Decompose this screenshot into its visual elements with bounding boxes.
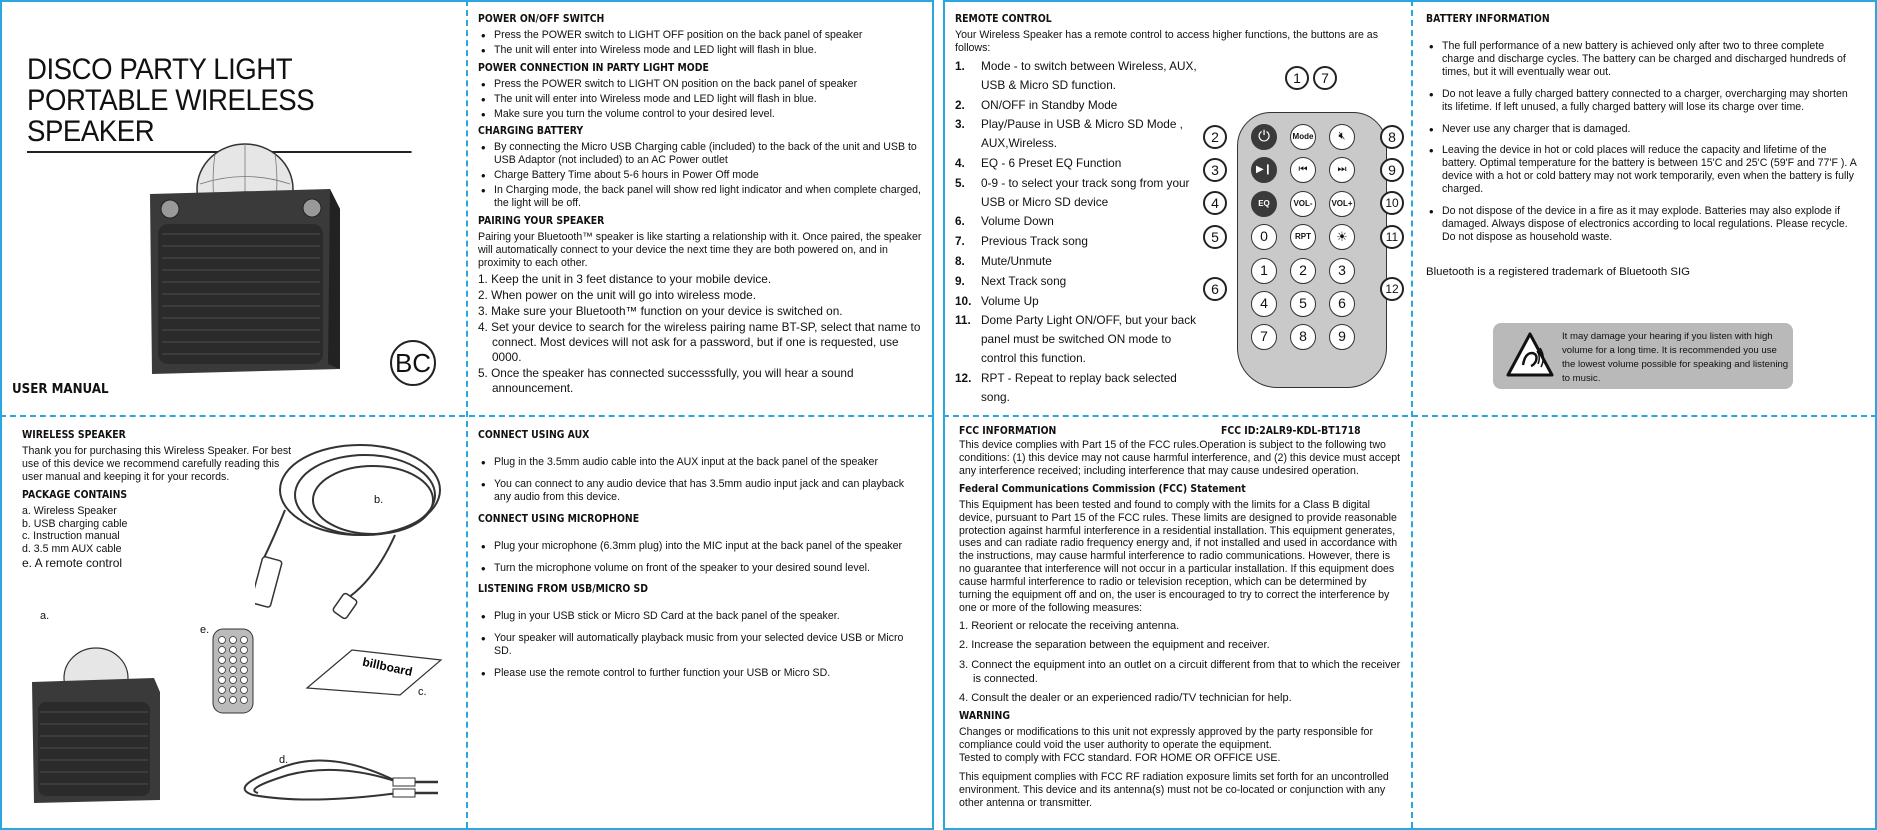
- list-item: 5. 0-9 - to select your track song from your USB or Micro SD device: [955, 175, 1190, 209]
- play-pause-key: ▶❙: [1251, 157, 1277, 183]
- list-item: • Press the POWER switch to LIGHT ON position on the back panel of speaker: [478, 78, 926, 91]
- fcc-heading: FCC INFORMATION: [959, 425, 1057, 437]
- next-key: ⏭: [1329, 157, 1355, 183]
- list-item: • Do not dispose of the device in a fire as it may explode. Batteries may also explode if damaged. Always dispose of electronics according to local regulations. Please recycle. Do not dispose as household waste.: [1426, 205, 1858, 244]
- label-d: d.: [279, 754, 289, 766]
- battery-heading: BATTERY INFORMATION: [1426, 13, 1550, 25]
- list-item: • Please use the remote control to further function your USB or Micro SD.: [478, 667, 923, 680]
- cover-title-line2: PORTABLE WIRELESS SPEAKER: [27, 84, 315, 148]
- label-e: e.: [200, 624, 210, 636]
- list-item: 4. EQ - 6 Preset EQ Function: [955, 155, 1122, 170]
- callout-badge: 9: [1380, 158, 1404, 182]
- list-item: • By connecting the Micro USB Charging cable (included) to the back of the unit and USB to USB Adaptor (not included) to an AC Power outlet: [478, 141, 926, 167]
- digit-key-2: 2: [1290, 258, 1316, 284]
- list-item: • The full performance of a new battery is achieved only after two to three complete charge and discharge cycles. The battery can be charged and discharged hundreds of times, but it will eventually wear out.: [1426, 40, 1858, 79]
- label-b: b.: [374, 494, 384, 506]
- remote-panel: [955, 8, 1405, 57]
- bluetooth-trademark: Bluetooth is a registered trademark of Bluetooth SIG: [1426, 265, 1691, 278]
- list-item: 2. When power on the unit will go into wireless mode.: [478, 287, 757, 302]
- list-item: 10. Volume Up: [955, 293, 1039, 308]
- eq-key: EQ: [1251, 191, 1277, 217]
- list-item: 1. Mode - to switch between Wireless, AUX, USB & Micro SD function.: [955, 59, 1197, 92]
- hearing-warning-box: [1493, 323, 1793, 389]
- list-item: 5. Once the speaker has connected successsfully, you will hear a sound announcement.: [478, 366, 854, 396]
- booklet-brand-text: billboard: [361, 654, 414, 679]
- previous-key: ⏮: [1290, 157, 1316, 183]
- list-item: 2. Increase the separation between the equipment and receiver.: [959, 639, 1270, 652]
- aux-heading: CONNECT USING AUX: [478, 429, 590, 441]
- usb-cable-illustration: [255, 440, 455, 620]
- mode-key: Mode: [1290, 124, 1316, 150]
- hearing-warning-text: It may damage your hearing if you listen with high volume for a long time. It is recommended you use the lowest volume possible for speaking and listening to music.: [1562, 331, 1789, 384]
- list-item: 3. Make sure your Bluetooth™ function on your device is switched on.: [478, 303, 843, 318]
- list-item: 3. Play/Pause in USB & Micro SD Mode , AUX,Wireless.: [955, 117, 1183, 151]
- list-item: • The unit will enter into Wireless mode and LED light will flash in blue.: [478, 44, 926, 57]
- warning-heading: WARNING: [959, 710, 1010, 723]
- list-item: a. Wireless Speaker: [22, 504, 117, 517]
- list-item: c. Instruction manual: [22, 530, 120, 543]
- list-item: 4. Set your device to search for the wireless pairing name BT-SP, select that name to connect. Most devices will not ask for a password, but if one is requested, use 0000.: [478, 319, 921, 365]
- fold-line-2: [1411, 0, 1413, 828]
- callout-badge: 12: [1380, 277, 1404, 301]
- power-key: ⏻: [1251, 124, 1277, 150]
- warning-text: Tested to comply with FCC standard. FOR HOME OR OFFICE USE.: [959, 752, 1281, 765]
- user-manual-label: USER MANUAL: [12, 381, 109, 397]
- warning-text: This equipment complies with FCC RF radiation exposure limits set forth for an uncontrolled environment. This device and its antenna(s) must not be co-located or conjunction with any other antenna or transmitter.: [959, 771, 1389, 809]
- fcc-panel: [959, 420, 1401, 812]
- list-item: e. A remote control: [22, 556, 123, 571]
- list-item: 12. RPT - Repeat to replay back selected song.: [955, 370, 1177, 404]
- fcc-id: FCC ID:2ALR9-KDL-BT1718: [1221, 425, 1361, 437]
- speaker-small-illustration: [26, 640, 166, 805]
- pairing-heading: PAIRING YOUR SPEAKER: [478, 214, 605, 227]
- list-item: 9. Next Track song: [955, 273, 1067, 288]
- usb-heading: LISTENING FROM USB/MICRO SD: [478, 583, 649, 596]
- charging-heading: CHARGING BATTERY: [478, 125, 584, 138]
- list-item: • Plug in the 3.5mm audio cable into the AUX input at the back panel of the speaker: [478, 456, 923, 469]
- list-item: • The unit will enter into Wireless mode and LED light will flash in blue.: [478, 93, 926, 106]
- aux-cable-illustration: [228, 757, 443, 807]
- digit-key-0: 0: [1251, 224, 1277, 250]
- light-key: ☀: [1329, 224, 1355, 250]
- list-item: • Charge Battery Time about 5-6 hours in Power Off mode: [478, 169, 926, 182]
- list-item: 6. Volume Down: [955, 214, 1054, 229]
- list-item: d. 3.5 mm AUX cable: [22, 543, 122, 556]
- label-a: a.: [40, 610, 50, 622]
- callout-badge: 3: [1203, 158, 1227, 182]
- party-mode-heading: POWER CONNECTION IN PARTY LIGHT MODE: [478, 61, 709, 74]
- wireless-heading: WIRELESS SPEAKER: [22, 429, 126, 441]
- list-item: • Make sure you turn the volume control to your desired level.: [478, 108, 926, 121]
- bc-mark: BC: [390, 340, 436, 386]
- callout-badge: 2: [1203, 125, 1227, 149]
- callout-badge: 7: [1313, 66, 1337, 90]
- warning-text: Changes or modifications to this unit not expressly approved by the party responsible for compliance could void the user authority to operate the equipment.: [959, 726, 1373, 752]
- list-item: 1. Reorient or relocate the receiving antenna.: [959, 619, 1180, 632]
- remote-small-illustration: [212, 628, 254, 714]
- callout-badge: 11: [1380, 225, 1404, 249]
- list-item: • Press the POWER switch to LIGHT OFF position on the back panel of speaker: [478, 29, 926, 42]
- digit-key-6: 6: [1329, 291, 1355, 317]
- list-item: 4. Consult the dealer or an experienced radio/TV technician for help.: [959, 692, 1292, 705]
- vol-minus-key: VOL-: [1290, 191, 1316, 217]
- fcc-paragraph: This device complies with Part 15 of the FCC rules.Operation is subject to the following two conditions: (1) this device may not cause harmful interference, and (2) this device must accept any interference received; including interference that may cause undesired operation.: [959, 439, 1401, 477]
- callout-badge: 8: [1380, 125, 1404, 149]
- power-switch-heading: POWER ON/OFF SWITCH: [478, 13, 605, 25]
- wireless-intro: Thank you for purchasing this Wireless Speaker. For best use of this device we recommend carefully reading this user manual and keeping it for your records.: [22, 444, 292, 483]
- fold-line-1: [466, 0, 468, 828]
- callout-badge: 4: [1203, 191, 1227, 215]
- callout-badge: 1: [1285, 66, 1309, 90]
- fcc-statement: This Equipment has been tested and found to comply with the limits for a Class B digital device, pursuant to Part 15 of the FCC rules. These limits are designed to provide reasonable protection against harmful interference in a residential installation. This equipment generates, uses and can radiate radio frequency energy and, if not installed and used in accordance with the instructions, may cause harmful interference to radio communications. However, there is no guarantee that interference will not occur in a particular installation. If this equipment does cause harmful interference to radio or television reception, which can be determined by turning the equipment off and on, the user is encouraged to try to correct the interference by one or more of the following measures:: [959, 498, 1398, 615]
- list-item: 7. Previous Track song: [955, 234, 1088, 249]
- mute-key: 🔇︎: [1329, 124, 1355, 150]
- digit-key-8: 8: [1290, 324, 1316, 350]
- mic-heading: CONNECT USING MICROPHONE: [478, 512, 640, 525]
- remote-heading: REMOTE CONTROL: [955, 13, 1052, 25]
- list-item: 8. Mute/Unmute: [955, 253, 1052, 268]
- list-item: • Plug in your USB stick or Micro SD Card at the back panel of the speaker.: [478, 610, 923, 623]
- list-item: b. USB charging cable: [22, 517, 128, 530]
- digit-key-3: 3: [1329, 258, 1355, 284]
- list-item: 2. ON/OFF in Standby Mode: [955, 97, 1118, 112]
- digit-key-5: 5: [1290, 291, 1316, 317]
- list-item: • Plug your microphone (6.3mm plug) into the MIC input at the back panel of the speaker: [478, 540, 923, 553]
- fold-line-horizontal-right: [943, 415, 1877, 417]
- list-item: • In Charging mode, the back panel will show red light indicator and when complete charged, the light will be off.: [478, 184, 926, 210]
- list-item: • Turn the microphone volume on front of the speaker to your desired sound level.: [478, 562, 923, 575]
- list-item: 1. Keep the unit in 3 feet distance to your mobile device.: [478, 271, 772, 286]
- vol-plus-key: VOL+: [1329, 191, 1355, 217]
- cover-title-line1: DISCO PARTY LIGHT: [27, 53, 293, 86]
- label-c: c.: [418, 686, 427, 698]
- digit-key-9: 9: [1329, 324, 1355, 350]
- digit-key-4: 4: [1251, 291, 1277, 317]
- connections-panel: [478, 424, 923, 689]
- callout-badge: 5: [1203, 225, 1227, 249]
- package-heading: PACKAGE CONTAINS: [22, 488, 128, 501]
- list-item: • You can connect to any audio device that has 3.5mm audio input jack and can playback any audio from this device.: [478, 478, 923, 504]
- list-item: 3. Connect the equipment into an outlet on a circuit different from that to which the receiver is connected.: [959, 658, 1401, 685]
- hearing-warning-icon: [1505, 331, 1555, 379]
- speaker-illustration: [140, 134, 350, 378]
- remote-intro: Your Wireless Speaker has a remote control to access higher functions, the buttons are as follows:: [955, 28, 1378, 54]
- remote-function-list: [955, 57, 1205, 407]
- rpt-key: RPT: [1290, 224, 1316, 250]
- list-item: • Do not leave a fully charged battery connected to a charger, overcharging may shorten its lifetime. If left unused, a fully charged battery will lose its charge over time.: [1426, 88, 1858, 114]
- fold-line-horizontal-left: [0, 415, 934, 417]
- list-item: 11. Dome Party Light ON/OFF, but your back panel must be switched ON mode to control this function.: [955, 313, 1197, 365]
- pairing-intro: Pairing your Bluetooth™ speaker is like starting a relationship with it. Once paired, the speaker will automatically connect to your device the next time they are both powered on, and in proximity to each other.: [478, 230, 922, 269]
- list-item: • Never use any charger that is damaged.: [1426, 123, 1858, 136]
- list-item: • Leaving the device in hot or cold places will reduce the capacity and lifetime of the battery. Optimal temperature for the battery is between 15'C and 25'C (59'F and 77'F ). A device with a hot or cold battery may not work temporarily, even when the battery is fully charged.: [1426, 144, 1858, 196]
- setup-panel: [478, 8, 926, 397]
- list-item: • Your speaker will automatically playback music from your selected device USB or Micro SD.: [478, 632, 923, 658]
- callout-badge: 6: [1203, 277, 1227, 301]
- battery-panel: [1426, 8, 1858, 282]
- digit-key-1: 1: [1251, 258, 1277, 284]
- callout-badge: 10: [1380, 191, 1404, 215]
- fcc-statement-heading: Federal Communications Commission (FCC) Statement: [959, 482, 1246, 495]
- digit-key-7: 7: [1251, 324, 1277, 350]
